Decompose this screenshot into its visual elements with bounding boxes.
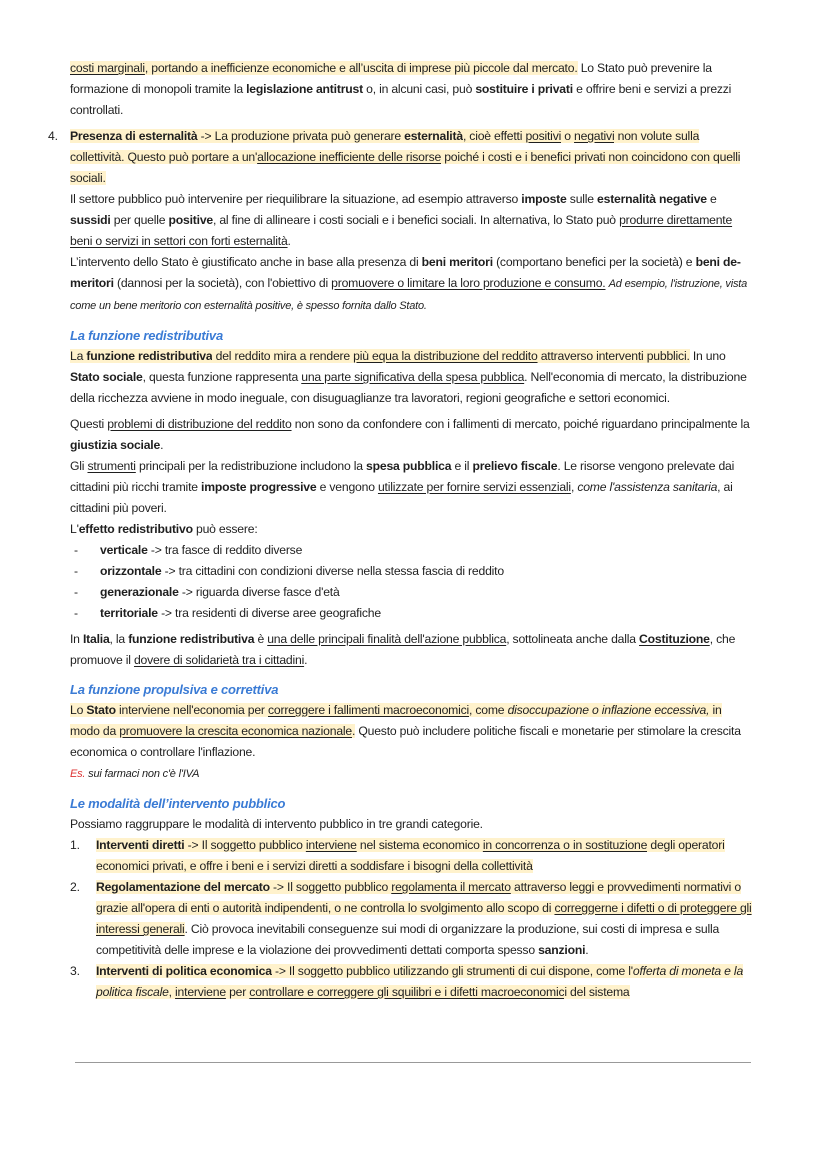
- text-run: imposte: [521, 192, 567, 206]
- text-run: utilizzate per fornire servizi essenziali: [377, 480, 571, 494]
- text-run: -> tra fasce di reddito diverse: [147, 543, 303, 557]
- list-marker: -: [74, 543, 78, 557]
- text-run: Costituzione: [639, 632, 710, 646]
- text-run: in modo da: [70, 703, 722, 738]
- text-run: beni meritori: [421, 255, 493, 269]
- text-run: orizzontale: [100, 564, 162, 578]
- text-run: , la: [109, 632, 129, 646]
- text-run: , sottolineata anche dalla: [506, 632, 640, 646]
- text-run: sostituire i privati: [475, 82, 573, 96]
- text-run: e: [706, 192, 717, 206]
- text-run: -> tra cittadini con condizioni diverse nella stessa fascia di reddito: [161, 564, 504, 578]
- numbered-list-item: [70, 835, 754, 877]
- text-run: .: [160, 438, 164, 452]
- text-run: L': [70, 522, 79, 536]
- section-heading: La funzione redistributiva: [70, 328, 223, 343]
- text-run: e il: [451, 459, 473, 473]
- numbered-list-item: [70, 877, 754, 961]
- text-run: -> La produzione privata può generare: [197, 129, 405, 143]
- text-run: esternalità negative: [597, 192, 707, 206]
- section-heading: La funzione propulsiva e correttiva: [70, 682, 279, 697]
- text-run: disoccupazione o inflazione eccessiva,: [507, 703, 710, 717]
- paragraph: [70, 814, 754, 835]
- list-marker: 3.: [70, 964, 80, 978]
- numbered-list-item: [70, 961, 754, 1003]
- text-run: esternalità: [404, 129, 463, 143]
- text-run: Il settore pubblico può intervenire per riequilibrare la situazione, ad esempio attraverso: [70, 192, 522, 206]
- text-run: .: [287, 234, 291, 248]
- text-run: costi marginali: [70, 61, 145, 75]
- text-run: principali per la redistribuzione includono la: [135, 459, 367, 473]
- text-run: o: [561, 129, 575, 143]
- text-run: (dannosi per la società), con l'obiettivo di: [113, 276, 332, 290]
- text-run: . Le risorse vengono prelevate dai cittadini più ricchi tramite: [70, 459, 735, 494]
- text-run: -> Il soggetto pubblico: [184, 838, 306, 852]
- text-run: In: [70, 632, 83, 646]
- paragraph: [70, 252, 754, 317]
- text-run: . Nell'economia di mercato, la distribuzione della ricchezza avviene in modo ineguale, con disuguaglianze tra lavoratori, regioni geografiche e settori economici.: [70, 370, 747, 405]
- text-run: ,: [168, 985, 176, 999]
- text-run: problemi di distribuzione del reddito: [107, 417, 292, 431]
- text-run: .: [585, 943, 589, 957]
- text-run: generazionale: [100, 585, 179, 599]
- text-run: offerta di moneta e la politica fiscale: [96, 964, 744, 999]
- text-run: -> riguarda diverse fasce d'età: [178, 585, 340, 599]
- paragraph: [70, 189, 754, 252]
- text-run: correggere i fallimenti macroeconomici: [267, 703, 470, 717]
- numbered-list-item: [48, 126, 754, 189]
- text-run: una parte significativa della spesa pubblica: [301, 370, 525, 384]
- text-run: beni de-meritori: [70, 255, 741, 290]
- text-run: Stato sociale: [70, 370, 143, 384]
- list-marker: 4.: [48, 129, 58, 143]
- text-run: dovere di solidarietà tra i cittadini: [133, 653, 305, 667]
- text-run: allocazione inefficiente delle risorse: [257, 150, 442, 164]
- paragraph: [70, 519, 754, 540]
- text-run: interviene nell'economia per: [115, 703, 268, 717]
- text-run: positivi: [525, 129, 562, 143]
- text-run: per: [225, 985, 250, 999]
- list-marker: -: [74, 564, 78, 578]
- text-run: attraverso interventi pubblici.: [537, 349, 690, 363]
- text-run: Gli: [70, 459, 88, 473]
- text-run: sui farmaci non c'è l'IVA: [85, 768, 200, 780]
- text-run: . Ciò provoca inevitabili conseguenze sui modi di organizzare la produzione, sui costi di impresa e sulla competitività delle imprese e la violazione dei provvedimenti dettati comporta spesso: [96, 922, 720, 957]
- text-run: , cioè effetti: [462, 129, 526, 143]
- text-run: Possiamo raggruppare le modalità di intervento pubblico in tre grandi categorie.: [70, 817, 483, 831]
- text-run: in concorrenza o in sostituzione: [482, 838, 648, 852]
- text-run: In uno: [689, 349, 726, 363]
- text-run: spesa pubblica: [366, 459, 452, 473]
- text-run: e offrire beni e servizi a prezzi controllati.: [70, 82, 732, 117]
- text-run: degli operatori economici privati, e offre i beni e i servizi diretti a soddisfare i bisogni della collettività: [96, 838, 725, 873]
- text-run: attraverso leggi e provvedimenti normativi o grazie all'opera di enti o autorità indipendenti, o ne controlla lo svolgimento allo scopo di: [96, 880, 741, 915]
- paragraph: [70, 456, 754, 519]
- text-run: o, in alcuni casi, può: [362, 82, 476, 96]
- section-heading: Le modalità dell’intervento pubblico: [70, 796, 286, 811]
- text-run: Interventi di politica economica: [96, 964, 272, 978]
- text-run: -> Il soggetto pubblico utilizzando gli strumenti di cui dispone, come l': [271, 964, 633, 978]
- list-marker: -: [74, 585, 78, 599]
- text-run: non sono da confondere con i fallimenti di mercato, poiché riguardano principalmente la: [291, 417, 750, 431]
- text-run: può essere:: [192, 522, 258, 536]
- text-run: , che promuove il: [70, 632, 736, 667]
- paragraph: [70, 346, 754, 409]
- text-run: come l'assistenza sanitaria: [577, 480, 718, 494]
- text-run: correggerne i difetti o di proteggere gli interessi generali: [96, 901, 752, 936]
- text-run: promuovere la crescita economica nazionale: [119, 724, 352, 738]
- text-run: Es.: [70, 768, 86, 780]
- text-run: , questa funzione rappresenta: [142, 370, 302, 384]
- text-run: interviene: [305, 838, 357, 852]
- text-run: ,: [570, 480, 578, 494]
- text-run: Presenza di esternalità: [70, 129, 198, 143]
- text-run: .: [304, 653, 308, 667]
- text-run: funzione redistributiva: [86, 349, 213, 363]
- text-run: , al fine di allineare i costi sociali e i benefici sociali. In alternativa, lo Stato può: [212, 213, 620, 227]
- text-run: per quelle: [110, 213, 169, 227]
- text-run: negativi: [574, 129, 615, 143]
- bullet-list-item: [70, 540, 754, 561]
- text-run: legislazione antitrust: [246, 82, 363, 96]
- text-run: una delle principali finalità dell'azione pubblica: [267, 632, 507, 646]
- bullet-list-item: [70, 582, 754, 603]
- paragraph: [70, 763, 754, 785]
- text-run: Ad esempio, l'istruzione, vista come un bene meritorio con esternalità positive, è spesso fornita dallo Stato.: [70, 278, 748, 312]
- paragraph: [70, 58, 754, 121]
- text-run: -> tra residenti di diverse aree geografiche: [157, 606, 381, 620]
- text-run: più equa la distribuzione del reddito: [353, 349, 538, 363]
- text-run: nel sistema economico: [356, 838, 483, 852]
- text-run: regolamenta il mercato: [391, 880, 511, 894]
- text-run: promuovere o limitare la loro produzione e consumo.: [331, 276, 606, 290]
- text-run: Lo Stato può prevenire la formazione di monopoli tramite la: [70, 61, 712, 96]
- text-run: effetto redistributivo: [78, 522, 193, 536]
- text-run: imposte progressive: [201, 480, 317, 494]
- text-run: territoriale: [100, 606, 158, 620]
- text-run: , come: [469, 703, 508, 717]
- text-run: Questo può includere politiche fiscali e monetarie per stimolare la crescita economica o controllare l'inflazione.: [70, 724, 741, 759]
- text-run: -> Il soggetto pubblico: [269, 880, 392, 894]
- text-run: , portando a inefficienze economiche e all’uscita di imprese più piccole dal mercato.: [144, 61, 578, 75]
- paragraph: [70, 700, 754, 763]
- text-run: Interventi diretti: [96, 838, 185, 852]
- text-run: non volute sulla collettività. Questo può portare a un': [70, 129, 700, 164]
- text-run: del reddito mira a rendere: [212, 349, 354, 363]
- text-run: controllare e correggere gli squilibri e i difetti macroeconomic: [249, 985, 565, 999]
- bullet-list-item: [70, 603, 754, 624]
- text-run: positive: [168, 213, 213, 227]
- text-run: sanzioni: [538, 943, 586, 957]
- text-run: poiché i costi e i benefici privati non coincidono con quelli sociali.: [70, 150, 741, 185]
- text-run: Regolamentazione del mercato: [96, 880, 270, 894]
- text-run: L’intervento dello Stato è giustificato anche in base alla presenza di: [70, 255, 422, 269]
- text-run: sussidi: [70, 213, 111, 227]
- text-run: è: [254, 632, 268, 646]
- document-body: [48, 58, 754, 1003]
- list-marker: -: [74, 606, 78, 620]
- text-run: sulle: [566, 192, 598, 206]
- list-marker: 2.: [70, 880, 80, 894]
- text-run: .: [352, 724, 356, 738]
- paragraph: [70, 414, 754, 456]
- text-run: La: [70, 349, 87, 363]
- text-run: Stato: [86, 703, 116, 717]
- text-run: e vengono: [316, 480, 378, 494]
- list-marker: 1.: [70, 838, 80, 852]
- text-run: interviene: [175, 985, 226, 999]
- text-run: funzione redistributiva: [128, 632, 255, 646]
- text-run: Italia: [82, 632, 110, 646]
- text-run: produrre direttamente beni o servizi in settori con forti esternalità: [70, 213, 733, 248]
- text-run: Questi: [70, 417, 108, 431]
- text-run: prelievo fiscale: [472, 459, 558, 473]
- text-run: , ai cittadini più poveri.: [70, 480, 733, 515]
- text-run: Lo: [70, 703, 87, 717]
- paragraph: [70, 629, 754, 671]
- text-run: i del sistema: [564, 985, 630, 999]
- text-run: giustizia sociale: [70, 438, 161, 452]
- text-run: (comportano benefici per la società) e: [492, 255, 696, 269]
- text-run: strumenti: [87, 459, 136, 473]
- horizontal-divider: [75, 1062, 751, 1063]
- text-run: verticale: [100, 543, 148, 557]
- bullet-list-item: [70, 561, 754, 582]
